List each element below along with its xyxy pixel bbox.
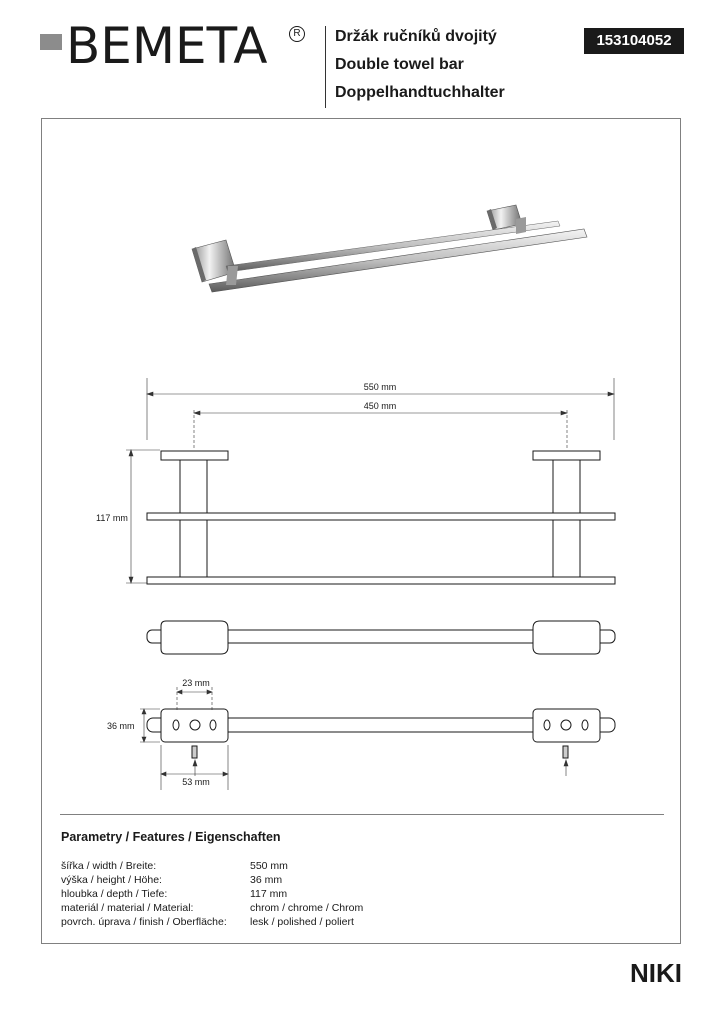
spec-value: 117 mm (250, 888, 288, 900)
features-divider (60, 814, 664, 815)
series-name: NIKI (630, 958, 682, 988)
title-english: Double towel bar (335, 56, 464, 73)
spec-name: hloubka / depth / Tiefe: (61, 888, 168, 900)
dim-width-total: 550 mm (363, 382, 397, 392)
spec-value: 36 mm (250, 874, 283, 886)
spec-name: povrch. úprava / finish / Oberfläche: (61, 916, 227, 928)
features-heading: Parametry / Features / Eigenschaften (61, 830, 281, 844)
top-view (147, 621, 615, 654)
registered-mark: R (289, 26, 305, 42)
dim-bracket-width: 53 mm (182, 777, 210, 787)
product-photo (192, 205, 587, 292)
dim-mount-spacing: 450 mm (363, 401, 397, 411)
spec-name: výška / height / Höhe: (61, 874, 162, 886)
spec-name: materiál / material / Material: (61, 902, 194, 914)
dim-bracket-depth: 23 mm (182, 678, 210, 688)
brand-logo: BEMETA (66, 17, 268, 75)
dim-bracket-height: 36 mm (107, 721, 135, 731)
title-czech: Držák ručníků dvojitý (335, 28, 497, 45)
product-code: 153104052 (584, 28, 684, 54)
spec-name: šířka / width / Breite: (61, 860, 157, 872)
spec-value: chrom / chrome / Chrom (250, 902, 364, 914)
side-view (147, 451, 615, 584)
spec-value: lesk / polished / poliert (250, 916, 354, 928)
title-german: Doppelhandtuchhalter (335, 84, 505, 101)
dim-height: 117 mm (96, 513, 128, 523)
mounting-view (147, 709, 615, 758)
spec-value: 550 mm (250, 860, 288, 872)
